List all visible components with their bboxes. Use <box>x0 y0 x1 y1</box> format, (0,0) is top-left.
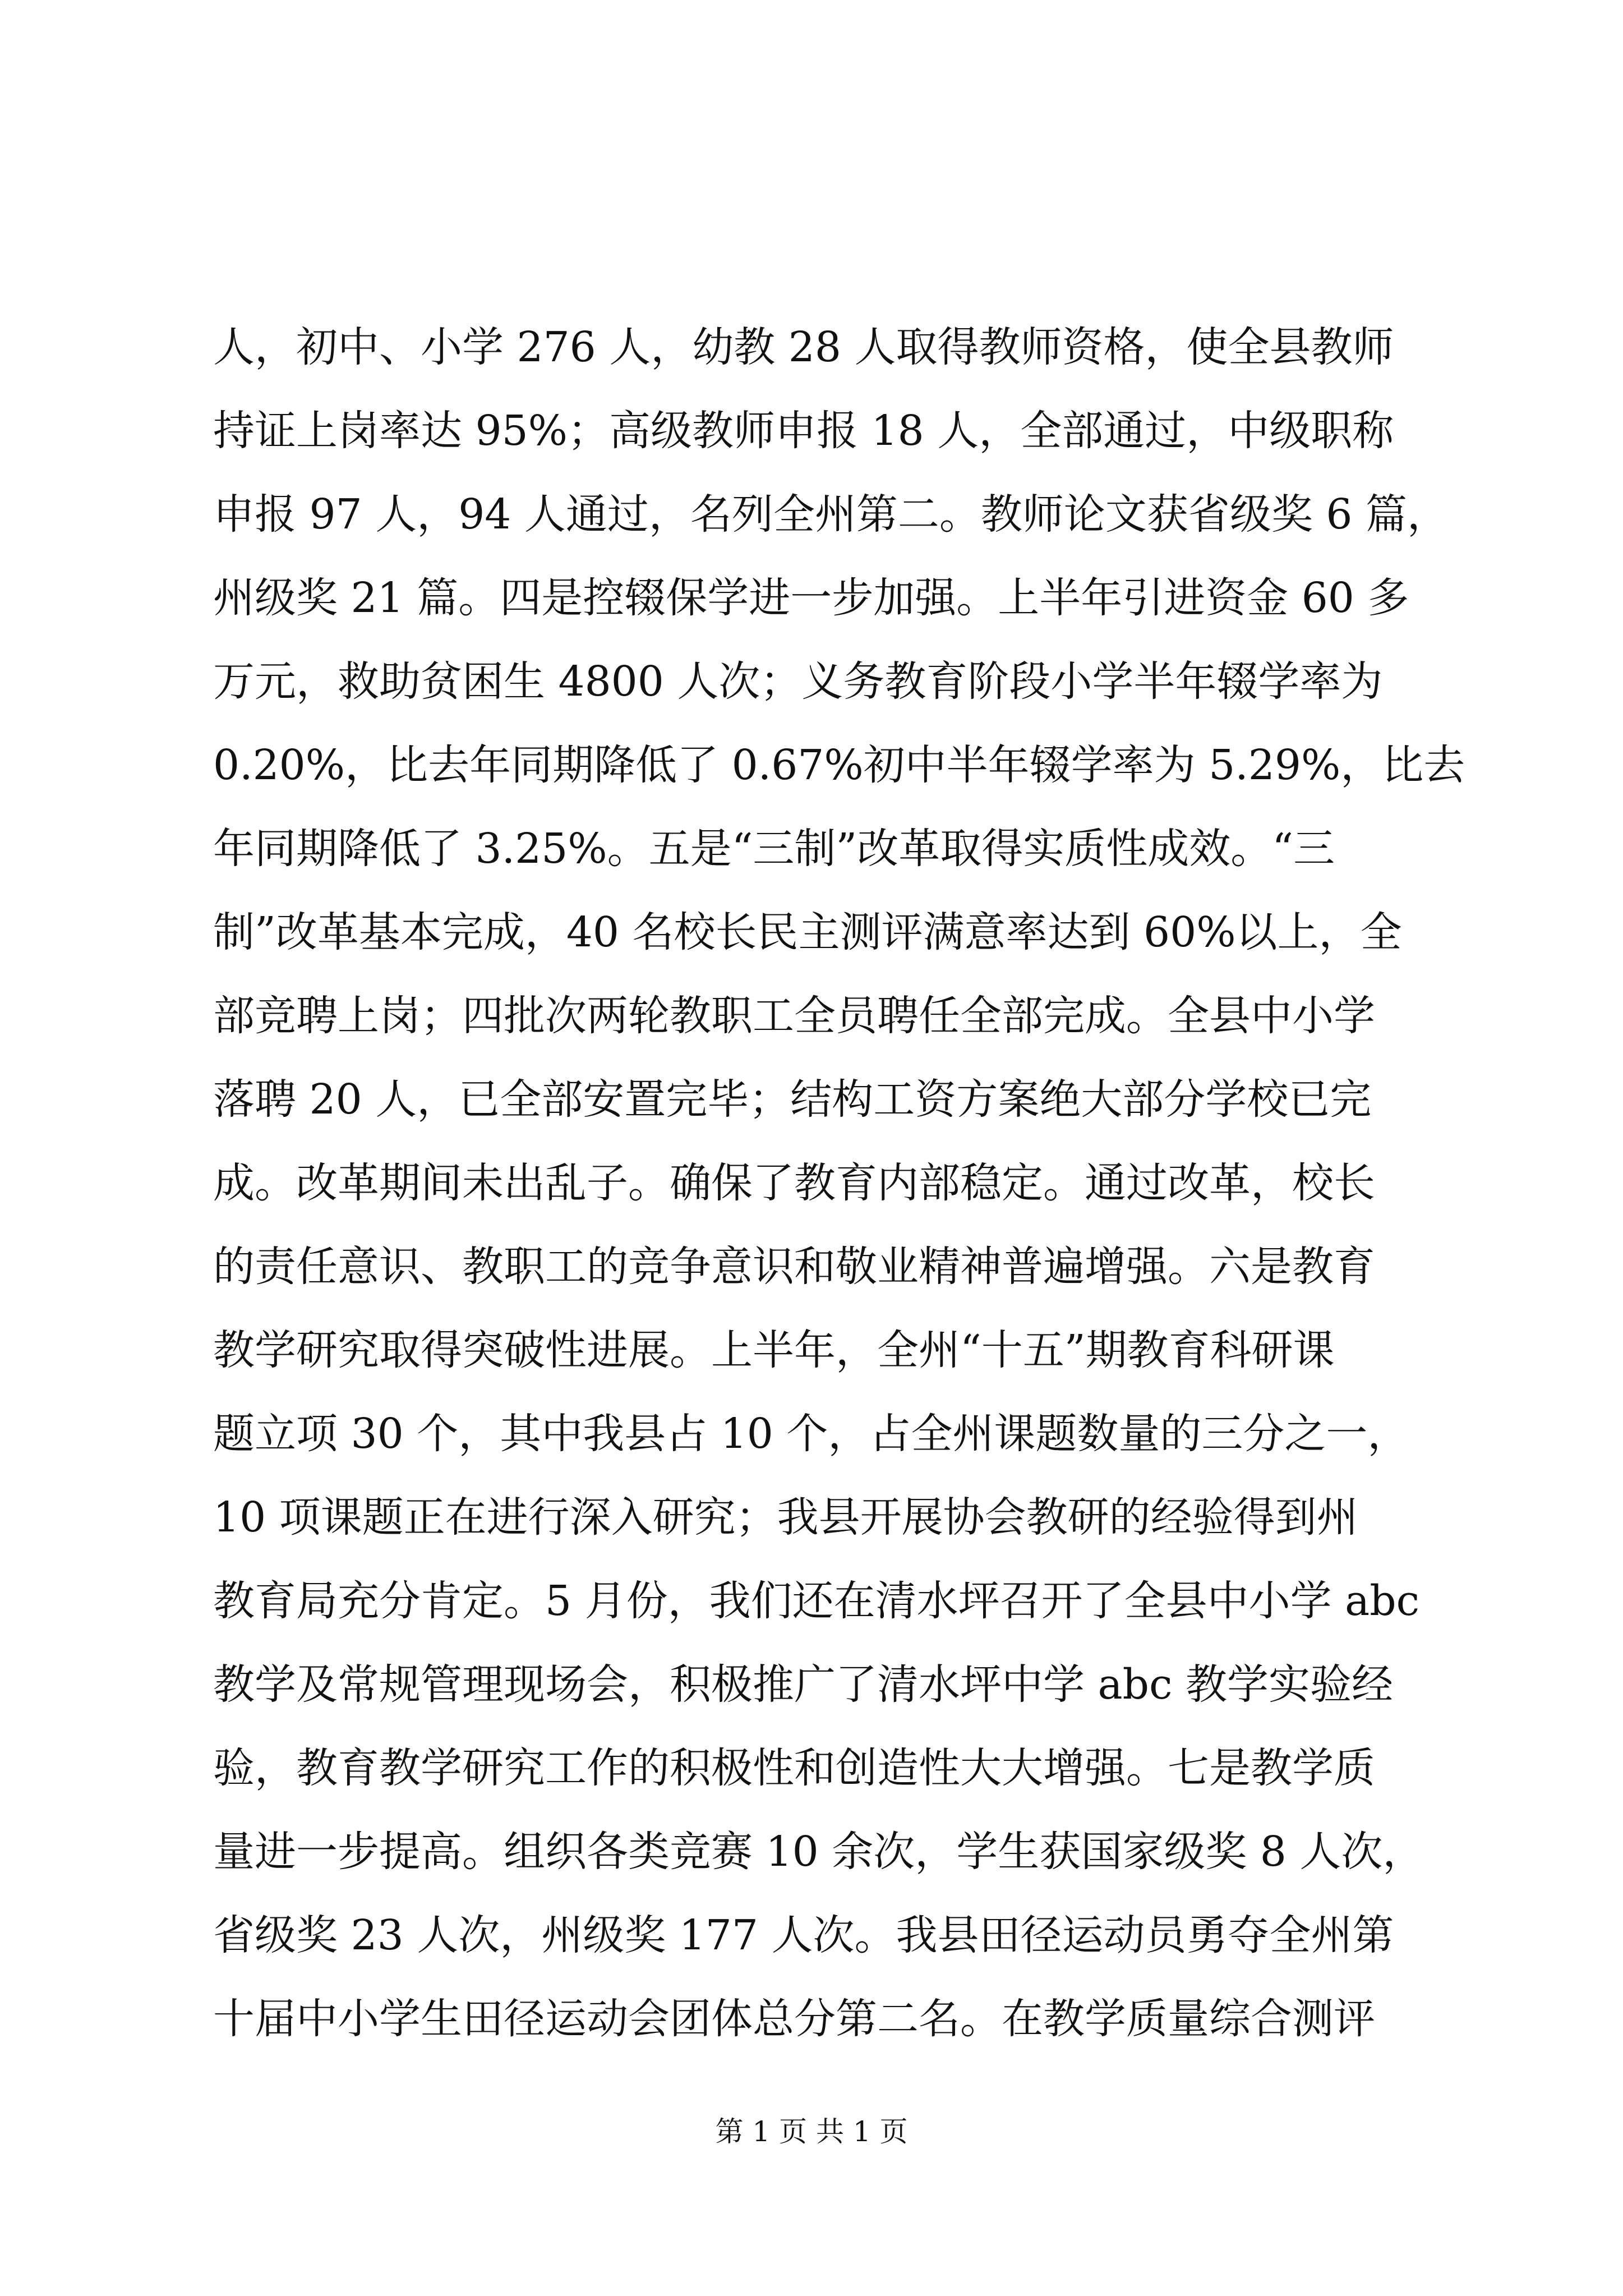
text-line: 落聘 20 人，已全部安置完毕；结构工资方案绝大部分学校已完 <box>213 1075 1372 1124</box>
text-line: 部竞聘上岗；四批次两轮教职工全员聘任全部完成。全县中小学 <box>213 992 1375 1040</box>
text-line: 教学研究取得突破性进展。上半年，全州“十五”期教育科研课 <box>213 1326 1335 1374</box>
text-line: 验，教育教学研究工作的积极性和创造性大大增强。七是教学质 <box>213 1744 1375 1792</box>
text-line: 10 项课题正在进行深入研究；我县开展协会教研的经验得到州 <box>213 1493 1358 1542</box>
text-line: 人，初中、小学 276 人，幼教 28 人取得教师资格，使全县教师 <box>213 323 1394 371</box>
text-line: 教学及常规管理现场会，积极推广了清水坪中学 abc 教学实验经 <box>213 1660 1393 1709</box>
text-line: 制”改革基本完成，40 名校长民主测评满意率达到 60%以上，全 <box>213 908 1402 956</box>
page-number-footer: 第 1 页 共 1 页 <box>715 2115 908 2148</box>
text-line: 题立项 30 个，其中我县占 10 个，占全州课题数量的三分之一， <box>213 1410 1409 1458</box>
text-line: 万元，救助贫困生 4800 人次；义务教育阶段小学半年辍学率为 <box>213 657 1383 706</box>
text-line: 量进一步提高。组织各类竞赛 10 余次，学生获国家级奖 8 人次， <box>213 1828 1424 1876</box>
text-line: 0.20%，比去年同期降低了 0.67%初中半年辍学率为 5.29%，比去 <box>213 741 1465 789</box>
text-line: 年同期降低了 3.25%。五是“三制”改革取得实质性成效。“三 <box>213 825 1335 873</box>
text-line: 省级奖 23 人次，州级奖 177 人次。我县田径运动员勇夺全州第 <box>213 1911 1394 1959</box>
text-line: 申报 97 人，94 人通过，名列全州第二。教师论文获省级奖 6 篇， <box>213 490 1449 539</box>
text-line: 十届中小学生田径运动会团体总分第二名。在教学质量综合测评 <box>213 1995 1375 2043</box>
text-line: 成。改革期间未出乱子。确保了教育内部稳定。通过改革，校长 <box>213 1159 1375 1207</box>
body-paragraph <box>213 306 1465 2061</box>
text-line: 的责任意识、教职工的竞争意识和敬业精神普遍增强。六是教育 <box>213 1243 1375 1291</box>
text-line: 州级奖 21 篇。四是控辍保学进一步加强。上半年引进资金 60 多 <box>213 574 1409 622</box>
text-line: 持证上岗率达 95%；高级教师申报 18 人，全部通过，中级职称 <box>213 407 1394 455</box>
text-line: 教育局充分肯定。5 月份，我们还在清水坪召开了全县中小学 abc <box>213 1577 1420 1625</box>
